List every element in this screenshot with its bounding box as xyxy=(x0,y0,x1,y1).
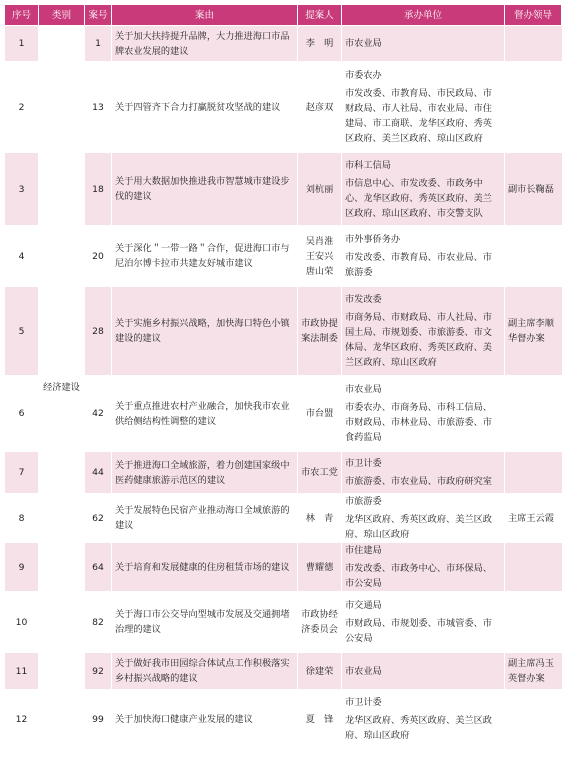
table-row xyxy=(5,690,562,749)
row-handlers xyxy=(342,592,505,653)
row-seq: 10 xyxy=(5,592,39,653)
handler-lead-unit: 市住建局 xyxy=(345,545,382,556)
row-handlers xyxy=(342,494,505,543)
row-seq: 2 xyxy=(5,62,39,153)
row-proposer: 市政协经济委员会 xyxy=(298,592,342,653)
row-seq: 3 xyxy=(5,153,39,226)
row-seq: 6 xyxy=(5,376,39,452)
row-seq: 7 xyxy=(5,452,39,494)
row-supervisor xyxy=(505,592,562,653)
row-supervisor: 副市长鞠磊 xyxy=(505,153,562,226)
handler-co-units: 市发改委、市政务中心、市环保局、市公安局 xyxy=(345,563,492,589)
row-proposer: 李 明 xyxy=(298,26,342,62)
col-seq-header: 序号 xyxy=(5,5,39,26)
row-case-no: 28 xyxy=(85,287,112,376)
row-case-no: 99 xyxy=(85,690,112,749)
row-supervisor xyxy=(505,690,562,749)
table-row xyxy=(5,287,562,376)
row-proposer: 市台盟 xyxy=(298,376,342,452)
handler-lead-unit: 市旅游委 xyxy=(345,496,382,507)
handler-lead-unit: 市卫计委 xyxy=(345,697,382,708)
row-proposer: 曹耀德 xyxy=(298,543,342,592)
handler-co-units: 市委农办、市商务局、市科工信局、市财政局、市林业局、市旅游委、市食药监局 xyxy=(345,402,492,443)
row-proposer: 林 青 xyxy=(298,494,342,543)
col-subject-header: 案由 xyxy=(112,5,298,26)
table-row xyxy=(5,653,562,690)
handler-lead-unit: 市卫计委 xyxy=(345,458,382,469)
row-supervisor xyxy=(505,26,562,62)
row-seq: 12 xyxy=(5,690,39,749)
row-case-no: 44 xyxy=(85,452,112,494)
handler-co-units: 龙华区政府、秀英区政府、美兰区政府、琼山区政府 xyxy=(345,715,492,741)
col-proposer-header: 提案人 xyxy=(298,5,342,26)
handler-co-units: 市财政局、市规划委、市城管委、市公安局 xyxy=(345,618,492,644)
table-row xyxy=(5,376,562,452)
row-handlers xyxy=(342,153,505,226)
row-subject: 关于海口市公交导向型城市发展及交通拥堵治理的建议 xyxy=(112,592,298,653)
row-category: 经济建设 xyxy=(39,26,85,749)
col-handlers-header: 承办单位 xyxy=(342,5,505,26)
row-proposer: 市政协提案法制委 xyxy=(298,287,342,376)
row-supervisor xyxy=(505,376,562,452)
row-handlers xyxy=(342,452,505,494)
row-subject: 关于培育和发展健康的住房租赁市场的建议 xyxy=(112,543,298,592)
row-supervisor xyxy=(505,62,562,153)
col-supervisor-header: 督办领导 xyxy=(505,5,562,26)
row-subject: 关于深化＂一带一路＂合作，促进海口市与尼泊尔博卡拉市共建友好城市建议 xyxy=(112,226,298,287)
row-case-no: 1 xyxy=(85,26,112,62)
row-proposer: 徐建荣 xyxy=(298,653,342,690)
handler-lead-unit: 市交通局 xyxy=(345,600,382,611)
row-proposer: 吴肖淮 王安兴 唐山荣 xyxy=(298,226,342,287)
row-subject: 关于加大扶持提升品牌，大力推进海口市品牌农业发展的建议 xyxy=(112,26,298,62)
row-subject: 关于用大数据加快推进我市智慧城市建设步伐的建议 xyxy=(112,153,298,226)
col-category-header: 类别 xyxy=(39,5,85,26)
row-handlers xyxy=(342,543,505,592)
table-row xyxy=(5,452,562,494)
handler-lead-unit: 市委农办 xyxy=(345,70,382,81)
row-case-no: 64 xyxy=(85,543,112,592)
row-case-no: 42 xyxy=(85,376,112,452)
col-case-no-header: 案号 xyxy=(85,5,112,26)
row-supervisor xyxy=(505,226,562,287)
row-seq: 1 xyxy=(5,26,39,62)
table-row xyxy=(5,592,562,653)
handler-co-units: 龙华区政府、秀英区政府、美兰区政府、琼山区政府 xyxy=(345,514,492,540)
handler-lead-unit: 市发改委 xyxy=(345,294,382,305)
row-subject: 关于重点推进农村产业融合，加快我市农业供给侧结构性调整的建议 xyxy=(112,376,298,452)
row-subject: 关于四管齐下合力打赢脱贫攻坚战的建议 xyxy=(112,62,298,153)
handler-co-units: 市旅游委、市农业局、市政府研究室 xyxy=(345,476,492,487)
handler-co-units: 市发改委、市教育局、市民政局、市财政局、市人社局、市农业局、市住建局、市工商联、龙华区政府、秀英区政府、美兰区政府、琼山区政府 xyxy=(345,88,492,144)
table-row xyxy=(5,226,562,287)
row-case-no: 92 xyxy=(85,653,112,690)
row-proposer: 市农工党 xyxy=(298,452,342,494)
row-case-no: 82 xyxy=(85,592,112,653)
table-row xyxy=(5,494,562,543)
row-case-no: 62 xyxy=(85,494,112,543)
row-seq: 11 xyxy=(5,653,39,690)
row-seq: 9 xyxy=(5,543,39,592)
row-handlers xyxy=(342,376,505,452)
row-handlers xyxy=(342,26,505,62)
row-handlers xyxy=(342,690,505,749)
row-proposer: 刘杭丽 xyxy=(298,153,342,226)
row-handlers xyxy=(342,653,505,690)
row-case-no: 20 xyxy=(85,226,112,287)
row-subject: 关于实施乡村振兴战略，加快海口特色小镇建设的建议 xyxy=(112,287,298,376)
row-proposer: 赵彦双 xyxy=(298,62,342,153)
row-proposer: 夏 锋 xyxy=(298,690,342,749)
row-subject: 关于加快海口健康产业发展的建议 xyxy=(112,690,298,749)
row-subject: 关于发展特色民宿产业推动海口全域旅游的建议 xyxy=(112,494,298,543)
row-seq: 5 xyxy=(5,287,39,376)
row-seq: 8 xyxy=(5,494,39,543)
row-case-no: 13 xyxy=(85,62,112,153)
handler-lead-unit: 市外事侨务办 xyxy=(345,234,401,245)
row-subject: 关于推进海口全域旅游，着力创建国家级中医药健康旅游示范区的建议 xyxy=(112,452,298,494)
handler-co-units: 市发改委、市教育局、市农业局、市旅游委 xyxy=(345,252,492,278)
proposal-table xyxy=(4,4,562,749)
row-seq: 4 xyxy=(5,226,39,287)
table-row xyxy=(5,543,562,592)
table-row xyxy=(5,62,562,153)
row-supervisor xyxy=(505,452,562,494)
header-row xyxy=(5,5,562,26)
handler-lead-unit: 市农业局 xyxy=(345,38,382,49)
handler-co-units: 市信息中心、市发改委、市政务中心、龙华区政府、秀英区政府、美兰区政府、琼山区政府、市交警支队 xyxy=(345,177,492,219)
row-supervisor: 副主席李顺华督办案 xyxy=(505,287,562,376)
handler-lead-unit: 市农业局 xyxy=(345,665,382,677)
row-handlers xyxy=(342,287,505,376)
row-handlers xyxy=(342,226,505,287)
row-supervisor: 副主席冯玉英督办案 xyxy=(505,653,562,690)
handler-lead-unit: 市农业局 xyxy=(345,384,382,395)
row-supervisor xyxy=(505,543,562,592)
row-supervisor: 主席王云霞 xyxy=(505,494,562,543)
row-case-no: 18 xyxy=(85,153,112,226)
handler-co-units: 市商务局、市财政局、市人社局、市国土局、市规划委、市旅游委、市文体局、龙华区政府、秀英区政府、美兰区政府、琼山区政府 xyxy=(345,312,492,368)
table-row xyxy=(5,153,562,226)
handler-lead-unit: 市科工信局 xyxy=(345,159,391,171)
row-subject: 关于做好我市田园综合体试点工作积极落实乡村振兴战略的建议 xyxy=(112,653,298,690)
row-handlers xyxy=(342,62,505,153)
table-row xyxy=(5,26,562,62)
